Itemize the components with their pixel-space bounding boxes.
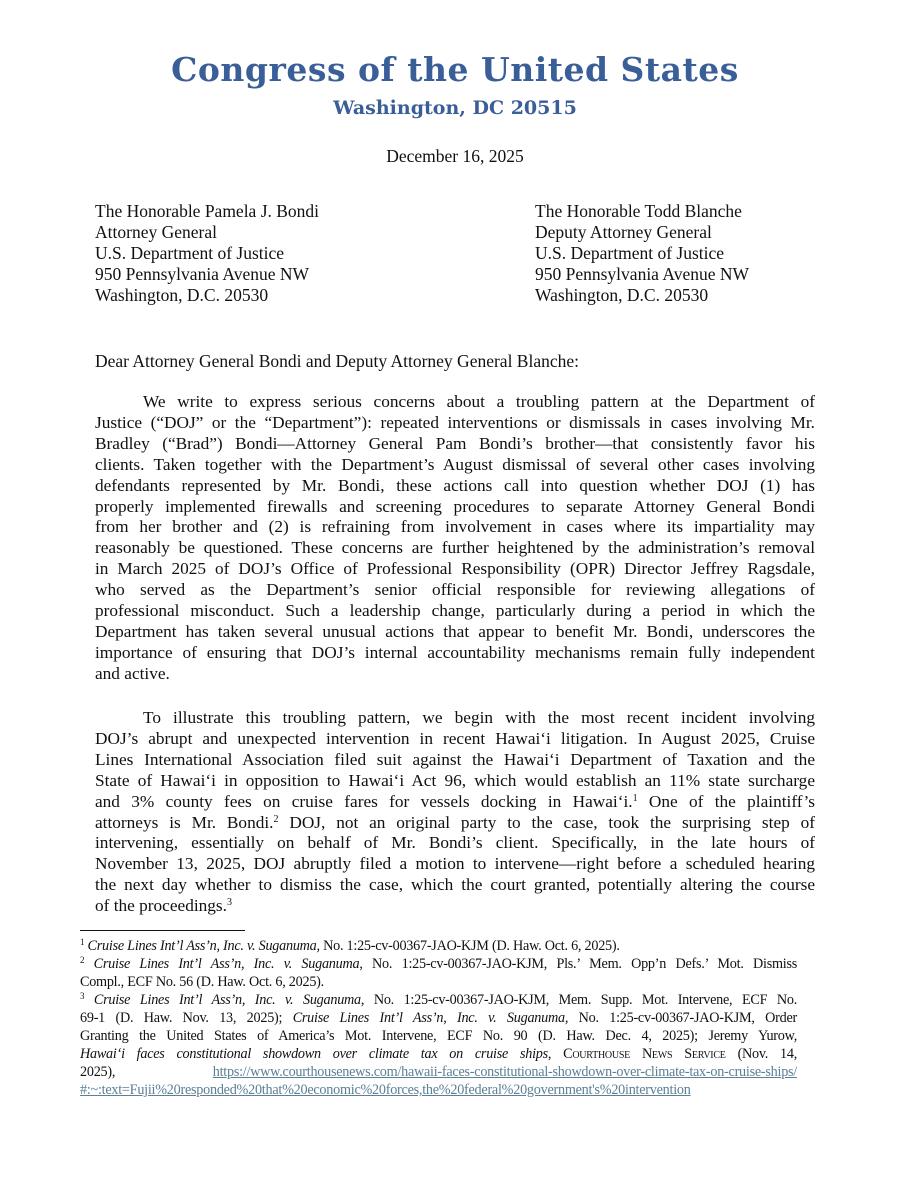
recipient-address-bondi [95,201,319,306]
footnote-line [80,1009,797,1027]
letterhead-title: Congress of the United States [171,50,739,89]
footnote-line [80,1063,797,1081]
text-segment: Courthouse News Service [563,1046,726,1062]
text-segment: attorneys is Mr. Bondi. [95,812,274,832]
recipient-name: The Honorable Pamela J. Bondi [95,201,320,221]
text-segment: and active. [95,663,170,683]
text-segment: State of Hawai‘i in opposition to Hawai‘i Act 96, which would establish an 11% state surcharge [95,770,815,790]
text-segment: who served as the Department’s senior official responsible for reviewing allegations of [95,580,815,600]
paragraph-line [95,643,815,664]
text-segment: 2025), [80,1064,213,1080]
text-segment: intervening, essentially on behalf of Mr. Bondi’s client. Specifically, in the late hours of [95,833,815,853]
text-segment: Cruise Lines Int’l Ass’n, Inc. v. Suganuma [292,1010,565,1026]
paragraph-line [95,708,815,729]
text-segment: reasonably be questioned. These concerns are further heightened by the administration’s removal [95,538,815,558]
footnote-reference: 2 [80,955,85,965]
footnote-line [80,1045,797,1063]
footnote-line [80,937,797,955]
paragraph-line [95,875,815,896]
paragraph-line [95,455,815,476]
footnote-reference: 3 [226,897,232,909]
text-segment: Compl., ECF No. 56 (D. Haw. Oct. 6, 2025). [80,974,324,990]
paragraph-line [95,792,815,813]
paragraph-line [95,622,815,643]
text-segment: importance of ensuring that DOJ’s internal accountability mechanisms remain fully independent [95,642,815,662]
text-segment: properly implemented firewalls and screening procedures to separate Attorney General Bondi [95,496,815,516]
paragraph-line [95,771,815,792]
paragraph-line [95,497,815,518]
footnote-reference: 2 [273,813,279,825]
text-segment [84,956,93,972]
footnote-link[interactable]: #:~:text=Fujii%20responded%20that%20economic%20forces,the%20federal%20government's%20intervention [80,1082,691,1098]
text-segment: , [547,1046,564,1062]
paragraph-line [95,896,815,917]
text-segment: We write to express serious concerns about a troubling pattern at the Department of [143,392,815,411]
paragraph-line [95,559,815,580]
text-segment: clients. Taken together with the Department’s August dismissal of several other cases involving [95,454,815,474]
text-segment: To illustrate this troubling pattern, we begin with the most recent incident involving [143,708,815,727]
text-segment: (Nov. 14, [725,1046,797,1062]
text-segment: Cruise Lines Int’l Ass’n, Inc. v. Suganuma, [87,938,320,954]
text-segment: DOJ, not an original party to the case, took the surprising step of [278,812,816,832]
paragraph-line [95,538,815,559]
letter-date: December 16, 2025 [386,146,524,166]
paragraph-line [95,413,815,434]
salutation: Dear Attorney General Bondi and Deputy Attorney General Blanche: [95,351,580,371]
recipient-address-blanche [535,201,749,306]
letterhead-subtitle: Washington, DC 20515 [333,97,577,119]
text-segment: from her brother and (2) is refraining from involvement in cases where its impartiality may [95,517,815,537]
text-segment: Hawai‘i faces constitutional showdown over climate tax on cruise ships [80,1046,548,1062]
recipient-street: 950 Pennsylvania Avenue NW [95,264,310,284]
text-segment: Bradley (“Brad”) Bondi—Attorney General Pam Bondi’s brother—that consistently favor his [95,433,815,453]
text-segment: Lines International Association filed suit against the Hawai‘i Department of Taxation and the [95,749,815,769]
paragraph-line [95,601,815,622]
footnote-line [80,991,797,1009]
text-segment: Justice (“DOJ” or the “Department”): repeated interventions or dismissals in cases involving Mr. [95,412,815,432]
text-segment: the next day whether to dismiss the case, which the court granted, potentially altering the course [95,875,815,895]
footnote-line [80,955,797,973]
text-segment: defendants represented by Mr. Bondi, these actions call into question whether DOJ (1) has [95,475,815,495]
text-segment: Cruise Lines Int’l Ass’n, Inc. v. Suganuma [93,992,361,1008]
footnote-line [80,1081,797,1099]
paragraph-line [95,750,815,771]
text-segment: 69-1 (D. Haw. Nov. 13, 2025); [80,1010,293,1026]
paragraph-line [95,813,815,834]
text-segment: November 13, 2025, DOJ abruptly filed a motion to intervene—right before a scheduled hearing [95,854,815,874]
text-segment: , No. 1:25-cv-00367-JAO-KJM, Pls.’ Mem. Opp’n Defs.’ Mot. Dismiss [359,956,798,972]
text-segment [84,992,94,1008]
footnote-reference: 3 [80,991,85,1001]
paragraph-line [95,664,815,685]
paragraph-line [95,854,815,875]
text-segment: , No. 1:25-cv-00367-JAO-KJM, Order [564,1010,797,1026]
footnote-line [80,973,797,991]
paragraph-line [95,729,815,750]
body-paragraph-1 [95,392,815,685]
recipient-name: The Honorable Todd Blanche [535,201,742,221]
paragraph-line [95,580,815,601]
footnote-divider [80,930,245,931]
recipient-department: U.S. Department of Justice [535,243,725,263]
text-segment: Cruise Lines Int’l Ass’n, Inc. v. Suganuma [93,956,360,972]
footnotes [80,937,797,1099]
text-segment: in March 2025 of DOJ’s Office of Professional Responsibility (OPR) Director Jeffrey Ragsdale, [95,559,815,579]
footnote-reference: 1 [632,792,638,804]
text-segment: of the proceedings. [95,896,227,916]
text-segment: , No. 1:25-cv-00367-JAO-KJM, Mem. Supp. Mot. Intervene, ECF No. [360,992,797,1008]
recipient-department: U.S. Department of Justice [95,243,285,263]
footnote-line [80,1027,797,1045]
text-segment: One of the plaintiff’s [637,791,815,811]
footnote-link[interactable]: https://www.courthousenews.com/hawaii-faces-constitutional-showdown-over-climate-tax-on-cruise-ships/ [212,1064,797,1080]
paragraph-line [95,517,815,538]
paragraph-line [95,392,815,413]
footnote-reference: 1 [80,937,85,947]
text-segment: No. 1:25-cv-00367-JAO-KJM (D. Haw. Oct. 6, 2025). [319,938,620,954]
text-segment: professional misconduct. Such a leadership change, particularly during a period in which the [95,601,815,621]
paragraph-line [95,476,815,497]
recipient-title: Deputy Attorney General [535,222,712,242]
text-segment: DOJ’s abrupt and unexpected intervention in recent Hawai‘i litigation. In August 2025, Cruise [95,728,815,748]
body-paragraph-2 [95,708,815,917]
recipient-title: Attorney General [95,222,217,242]
text-segment: Department has taken several unusual actions that appear to benefit Mr. Bondi, underscores the [95,621,815,641]
text-segment: Granting the United States of America’s Mot. Intervene, ECF No. 90 (D. Haw. Dec. 4, 2025); Jeremy Yurow, [80,1028,797,1044]
paragraph-line [95,434,815,455]
recipient-city: Washington, D.C. 20530 [95,285,269,305]
recipient-street: 950 Pennsylvania Avenue NW [535,264,750,284]
recipient-city: Washington, D.C. 20530 [535,285,709,305]
text-segment: and 3% county fees on cruise fares for vessels docking in Hawai‘i. [95,791,633,811]
paragraph-line [95,833,815,854]
